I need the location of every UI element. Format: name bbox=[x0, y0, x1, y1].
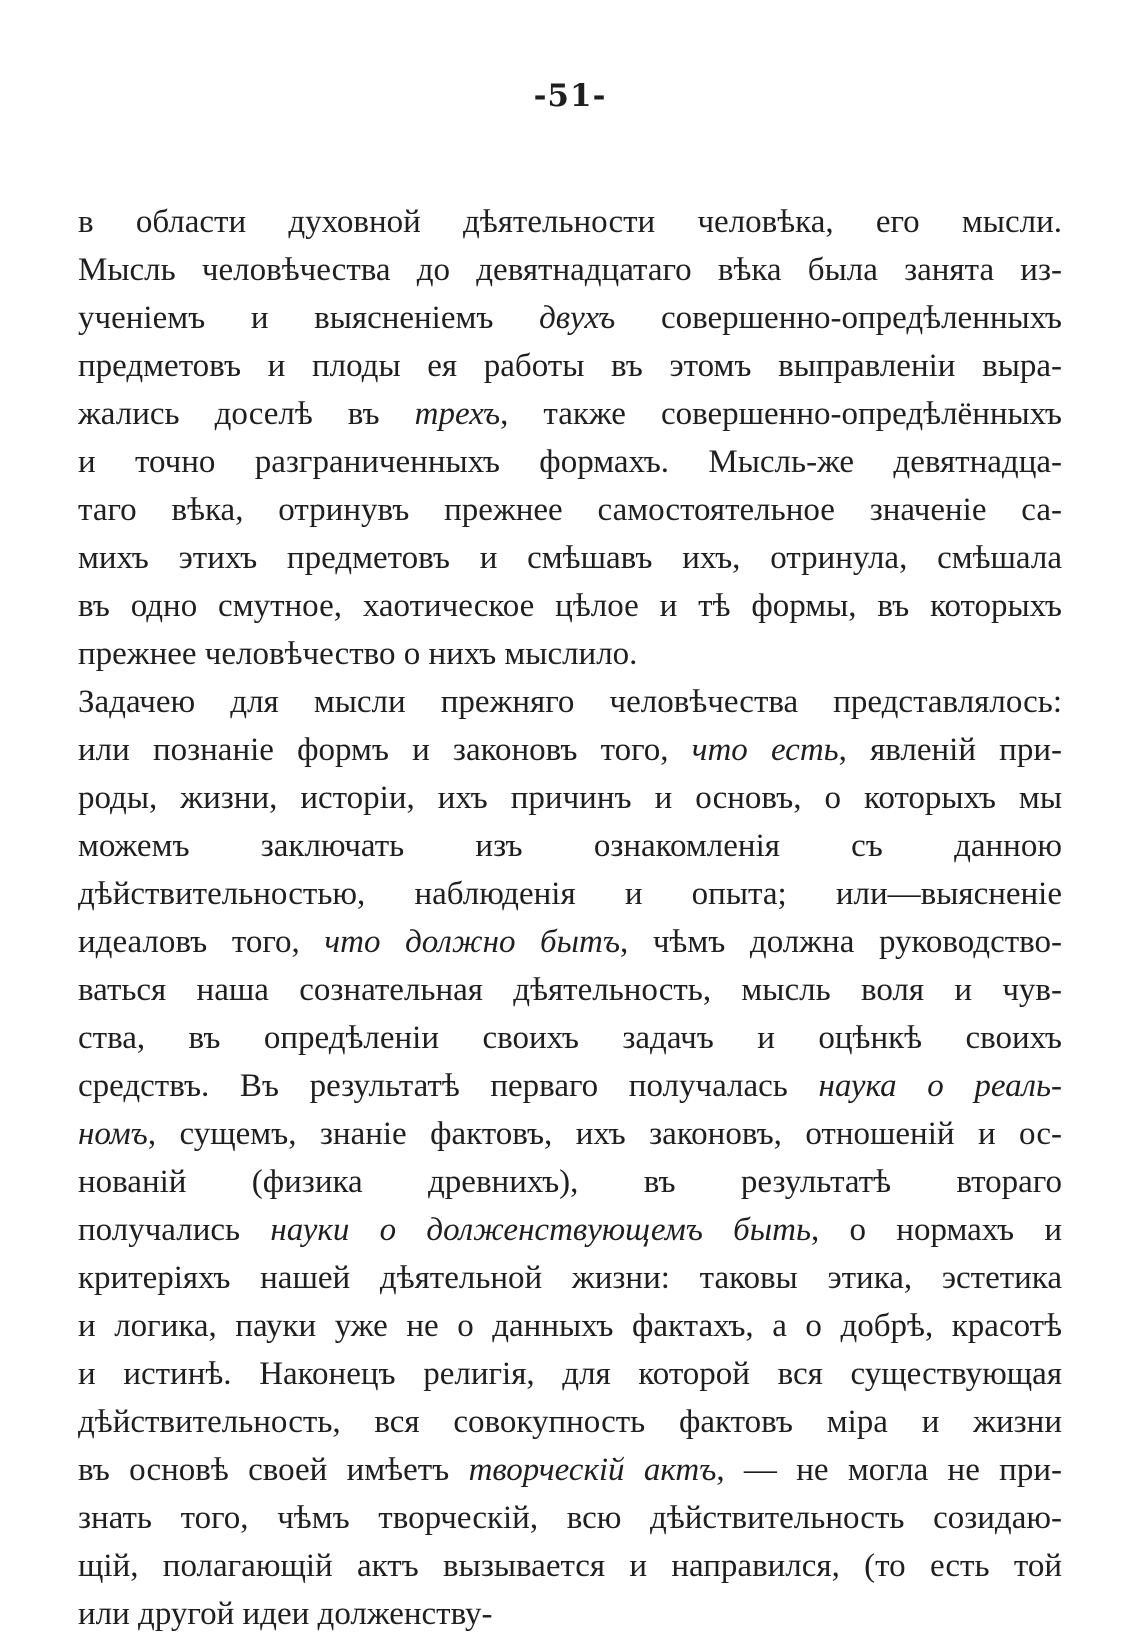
text-segment: получались bbox=[78, 1212, 271, 1248]
text-line bbox=[78, 390, 1062, 438]
page-number: -51- bbox=[533, 78, 607, 114]
italic-text: наука о реаль- bbox=[818, 1068, 1062, 1104]
text-line bbox=[78, 438, 1062, 486]
text-segment: , явленій при- bbox=[838, 732, 1062, 768]
text-segment: и истинѣ. Наконецъ религія, для которой вся существующая bbox=[78, 1356, 1062, 1392]
italic-text: науки о долженствующемъ быть bbox=[270, 1212, 811, 1248]
text-line bbox=[78, 342, 1062, 390]
text-segment: въ одно смутное, хаотическое цѣлое и тѣ формы, въ которыхъ bbox=[78, 588, 1062, 624]
text-segment: дѣйствительностью, наблюденія и опыта; или—выясненіе bbox=[78, 876, 1062, 912]
text-line bbox=[78, 726, 1062, 774]
text-segment: , чѣмъ должна руководство- bbox=[619, 924, 1062, 960]
text-segment: , сущемъ, знаніе фактовъ, ихъ законовъ, отношеній и ос- bbox=[147, 1116, 1062, 1152]
text-segment: в области духовной дѣятельности человѣка, его мысли. bbox=[78, 204, 1062, 240]
text-segment: критеріяхъ нашей дѣятельной жизни: таковы этика, эстетика bbox=[78, 1260, 1062, 1296]
text-line bbox=[78, 1110, 1062, 1158]
text-line bbox=[78, 678, 1062, 726]
text-line bbox=[78, 822, 1062, 870]
text-segment: можемъ заключать изъ ознакомленія съ данною bbox=[78, 828, 1062, 864]
text-line bbox=[78, 294, 1062, 342]
text-segment: средствъ. Въ результатѣ перваго получалась bbox=[78, 1068, 819, 1104]
text-segment: ства, въ опредѣленіи своихъ задачъ и оцѣнкѣ своихъ bbox=[78, 1020, 1062, 1056]
text-line bbox=[78, 1494, 1062, 1542]
text-line bbox=[78, 582, 1062, 630]
text-segment: михъ этихъ предметовъ и смѣшавъ ихъ, отринула, смѣшала bbox=[78, 540, 1062, 576]
text-line bbox=[78, 1014, 1062, 1062]
text-segment: жались доселѣ въ bbox=[78, 396, 415, 432]
text-line bbox=[78, 774, 1062, 822]
text-segment: ваться наша сознательная дѣятельность, мысль воля и чув- bbox=[78, 972, 1062, 1008]
text-line bbox=[78, 1542, 1062, 1590]
text-line bbox=[78, 918, 1062, 966]
text-line bbox=[78, 534, 1062, 582]
italic-text: что есть bbox=[691, 732, 839, 768]
text-line bbox=[78, 1350, 1062, 1398]
text-segment: роды, жизни, исторіи, ихъ причинъ и основъ, о которыхъ мы bbox=[78, 780, 1062, 816]
text-segment: или другой идеи долженству- bbox=[78, 1596, 493, 1632]
text-segment: Мысль человѣчества до девятнадцатаго вѣка была занята из- bbox=[78, 252, 1062, 288]
italic-text: номъ bbox=[78, 1116, 148, 1152]
text-segment: идеаловъ того, bbox=[78, 924, 325, 960]
text-segment: щій, полагающій актъ вызывается и направился, (то есть той bbox=[78, 1548, 1062, 1584]
text-line bbox=[78, 1446, 1062, 1494]
text-segment: и точно разграниченныхъ формахъ. Мысль-же девятнадца- bbox=[78, 444, 1062, 480]
italic-text: творческій актъ bbox=[468, 1452, 717, 1488]
text-segment: прежнее человѣчество о нихъ мыслило. bbox=[78, 636, 638, 672]
text-line bbox=[78, 246, 1062, 294]
italic-text: что должно бытъ bbox=[324, 924, 620, 960]
italic-text: трехъ bbox=[414, 396, 501, 432]
text-line bbox=[78, 1062, 1062, 1110]
text-segment: , о нормахъ и bbox=[810, 1212, 1062, 1248]
text-line bbox=[78, 870, 1062, 918]
text-segment: и логика, пауки уже не о данныхъ фактахъ, а о добрѣ, красотѣ bbox=[78, 1308, 1062, 1344]
text-line bbox=[78, 1398, 1062, 1446]
text-line bbox=[78, 1158, 1062, 1206]
text-line bbox=[78, 1302, 1062, 1350]
text-segment: таго вѣка, отринувъ прежнее самостоятельное значеніе са- bbox=[78, 492, 1062, 528]
text-segment: или познаніе формъ и законовъ того, bbox=[78, 732, 692, 768]
text-segment: совершенно-опредѣленныхъ bbox=[615, 300, 1062, 336]
text-segment: Задачею для мысли прежняго человѣчества представлялось: bbox=[78, 684, 1062, 720]
text-segment: ученіемъ и выясненіемъ bbox=[78, 300, 540, 336]
text-segment: , — не могла не при- bbox=[716, 1452, 1062, 1488]
text-segment: знать того, чѣмъ творческій, всю дѣйствительность созидаю- bbox=[78, 1500, 1062, 1536]
text-segment: нованій (физика древнихъ), въ результатѣ втораго bbox=[78, 1164, 1062, 1200]
text-segment: предметовъ и плоды ея работы въ этомъ выправленіи выра- bbox=[78, 348, 1062, 384]
text-line bbox=[78, 486, 1062, 534]
text-line bbox=[78, 1206, 1062, 1254]
text-segment: , также совершенно-опредѣлённыхъ bbox=[500, 396, 1062, 432]
text-line bbox=[78, 966, 1062, 1014]
text-line bbox=[78, 198, 1062, 246]
italic-text: двухъ bbox=[539, 300, 616, 336]
text-line bbox=[78, 1590, 1062, 1638]
text-line bbox=[78, 630, 1062, 678]
text-segment: дѣйствительность, вся совокупность фактовъ міра и жизни bbox=[78, 1404, 1062, 1440]
text-line bbox=[78, 1254, 1062, 1302]
body-text bbox=[78, 198, 1062, 1638]
text-segment: въ основѣ своей имѣетъ bbox=[78, 1452, 469, 1488]
